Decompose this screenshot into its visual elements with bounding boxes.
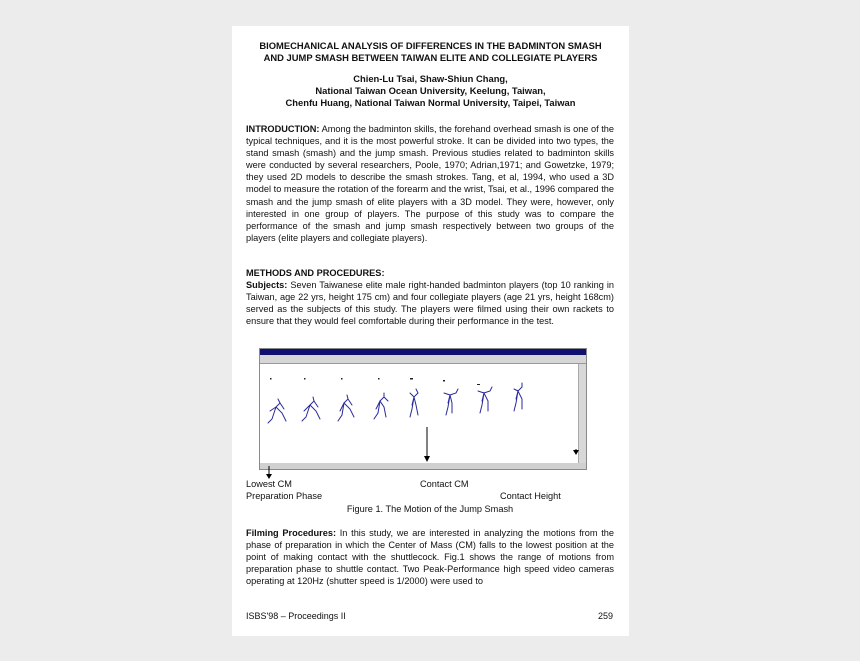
author-line-3: Chenfu Huang, National Taiwan Normal University, Taipei, Taiwan [285,97,576,108]
introduction-paragraph [246,123,614,244]
author-line-2: National Taiwan Ocean University, Keelung, Taiwan, [315,85,546,96]
author-line-1: Chien-Lu Tsai, Shaw-Shiun Chang, [353,73,508,84]
footer-proceedings: ISBS'98 – Proceedings II [246,611,346,621]
subjects-body: Seven Taiwanese elite male right-handed badminton players (top 10 ranking in Taiwan, age 22 yrs, height 175 cm) and four collegiate players (age 21 yrs, height 168cm) served as the subjects of this study. The players were filmed using their own rackets to ensure that they would feel comfortable during their performance in the test. [246,280,614,327]
filming-body: In this study, we are interested in analyzing the motions from the phase of preparation in which the Center of Mass (CM) falls to the lowest position at the point of making contact with the shuttlecock. Fig.1 shows the range of motions from preparation phase to shuttle contact. Two Peak-Performance high speed video cameras operating at 120Hz (shutter speed is 1/2000) were used to [246,528,614,587]
label-lowest-cm: Lowest CM [246,479,292,489]
stick-figure-frame-1 [268,399,286,423]
stick-figure-frame-8 [514,383,522,411]
stick-figure-frame-4 [374,393,388,419]
introduction-heading: INTRODUCTION: [246,124,320,134]
label-preparation-phase: Preparation Phase [246,491,323,501]
paper-title [232,40,629,63]
methods-heading: METHODS AND PROCEDURES: [246,268,385,278]
introduction-body: Among the badminton skills, the forehand overhead smash is one of the typical techniques, and it is the most powerful stroke. It can be divided into two types, the stand smash (smash) and the jump smash. Previous studies related to badminton skills were conducted by several researchers, Poole, 1970; Adrian,1971; and Gowetzke, 1979; they used 2D models to describe the smash strokes. Tang, et al, 1994, who used a 3D model to measure the rotation of the forearm and the wrist, Tsai, et al., 1996 compared the smash and the jump smash of elite players with a 3D model. They were, however, only interested in one group of players. The purpose of this study was to compare the performance of the smash and jump smash respectively between two groups of the players (elite players and collegiate players). [246,124,614,243]
filming-paragraph [246,527,614,587]
filming-heading: Filming Procedures: [246,528,337,538]
methods-section [246,267,614,327]
stick-figure-frame-7 [478,387,492,413]
stick-figure-frame-5 [410,389,418,417]
subjects-heading: Subjects: [246,280,288,291]
stick-figure-sequence [260,349,586,469]
title-line-2: AND JUMP SMASH BETWEEN TAIWAN ELITE AND COLLEGIATE PLAYERS [263,51,598,63]
stick-figure-frame-6 [444,389,458,415]
label-contact-height: Contact Height [500,491,561,501]
lowest-cm-arrow [262,466,276,480]
stick-figure-frame-3 [338,395,354,421]
title-line-1: BIOMECHANICAL ANALYSIS OF DIFFERENCES IN THE BADMINTON SMASH [259,40,602,51]
stick-figure-frame-2 [302,397,320,421]
figure-caption: Figure 1. The Motion of the Jump Smash [346,504,514,514]
page-number: 259 [598,611,614,621]
label-contact-cm: Contact CM [420,479,469,489]
figure-screenshot [259,348,587,470]
author-block [232,73,629,109]
